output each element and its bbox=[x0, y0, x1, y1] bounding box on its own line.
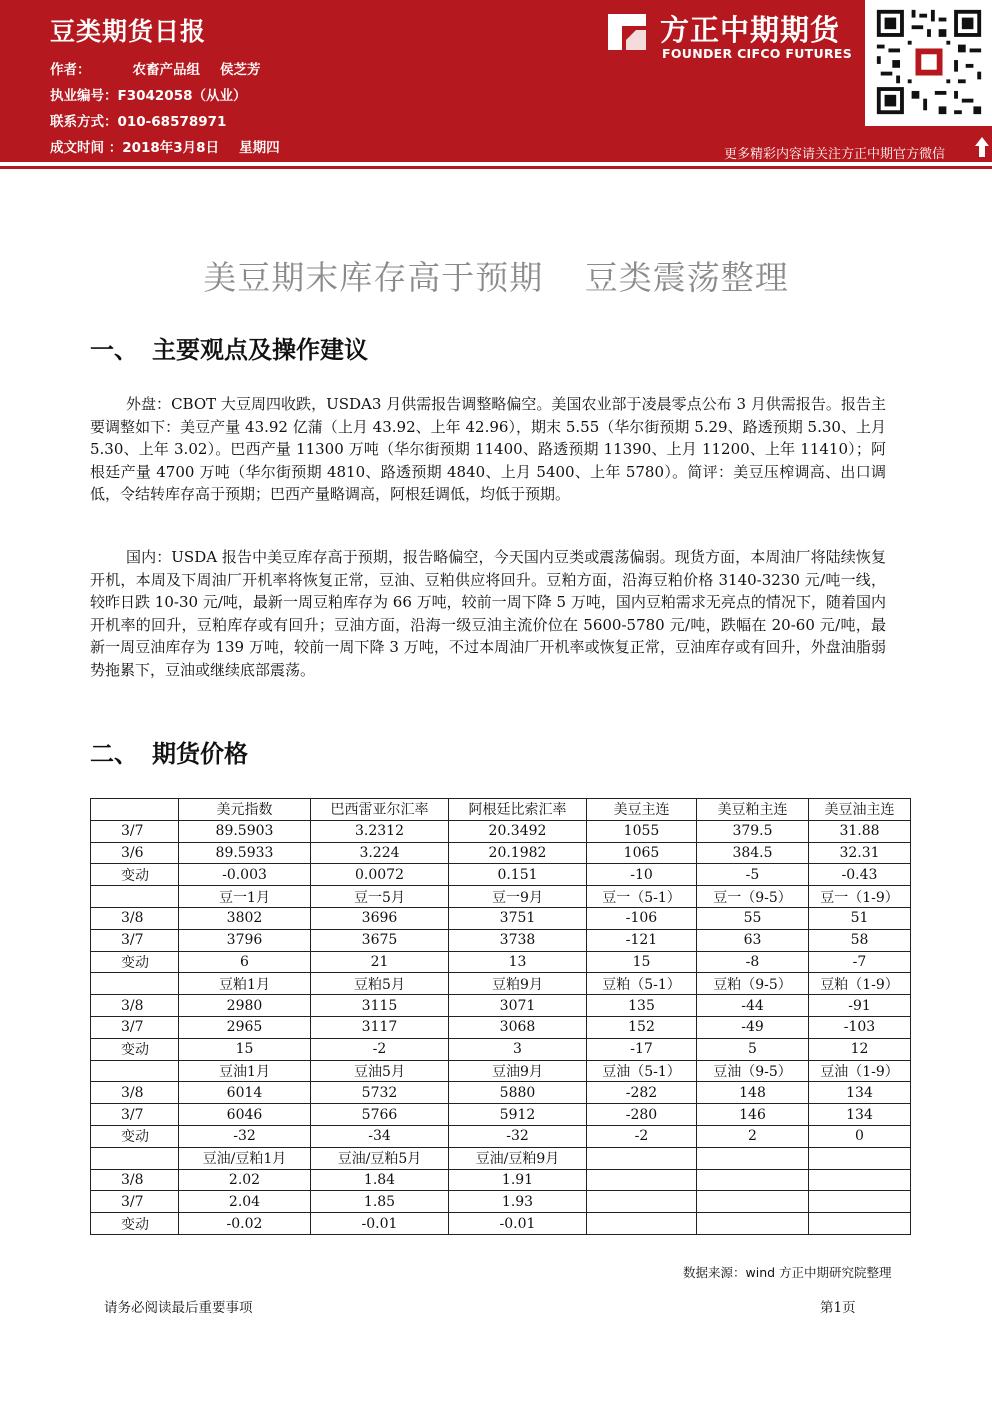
table-cell bbox=[587, 1191, 697, 1213]
author-name: 侯芝芳 bbox=[220, 62, 261, 78]
table-cell: 135 bbox=[587, 995, 697, 1017]
logo-en-text: FOUNDER CIFCO FUTURES bbox=[662, 46, 853, 61]
table-cell: -103 bbox=[809, 1016, 911, 1038]
table-cell: 2.02 bbox=[179, 1169, 311, 1191]
table-row bbox=[91, 1125, 911, 1147]
section-number: 一、 bbox=[90, 336, 138, 364]
table-cell: 3.2312 bbox=[311, 820, 449, 842]
report-header bbox=[0, 0, 992, 162]
section-title: 期货价格 bbox=[152, 740, 248, 768]
table-cell: -106 bbox=[587, 907, 697, 929]
table-cell: 1.84 bbox=[311, 1169, 449, 1191]
table-row bbox=[91, 864, 911, 886]
futures-price-table bbox=[90, 798, 911, 1235]
table-cell: 15 bbox=[587, 951, 697, 973]
table-cell: 豆油5月 bbox=[311, 1060, 449, 1082]
table-cell: 巴西雷亚尔汇率 bbox=[311, 799, 449, 821]
table-cell: -17 bbox=[587, 1038, 697, 1060]
row-label-cell bbox=[91, 886, 179, 908]
row-label-cell: 变动 bbox=[91, 1038, 179, 1060]
row-label-cell: 3/8 bbox=[91, 1082, 179, 1104]
table-cell bbox=[809, 1147, 911, 1169]
row-label-cell: 3/7 bbox=[91, 1104, 179, 1126]
table-cell bbox=[697, 1169, 809, 1191]
table-cell: -0.01 bbox=[311, 1213, 449, 1235]
table-cell: 63 bbox=[697, 929, 809, 951]
table-cell: 12 bbox=[809, 1038, 911, 1060]
table-cell: -0.43 bbox=[809, 864, 911, 886]
license-value: F3042058（从业） bbox=[117, 88, 247, 104]
table-row bbox=[91, 842, 911, 864]
section-heading-1 bbox=[90, 330, 368, 365]
table-cell: 豆油（9-5） bbox=[697, 1060, 809, 1082]
table-cell: -282 bbox=[587, 1082, 697, 1104]
row-label-cell: 3/7 bbox=[91, 929, 179, 951]
table-row bbox=[91, 799, 911, 821]
table-cell: 15 bbox=[179, 1038, 311, 1060]
contact-value: 010-68578971 bbox=[117, 114, 227, 130]
weekday: 星期四 bbox=[239, 140, 280, 156]
table-cell: -49 bbox=[697, 1016, 809, 1038]
table-cell: 134 bbox=[809, 1104, 911, 1126]
row-label-cell: 3/7 bbox=[91, 1191, 179, 1213]
contact-label: 联系方式： bbox=[50, 114, 118, 130]
section-title: 主要观点及操作建议 bbox=[152, 336, 368, 364]
table-cell: 0.151 bbox=[449, 864, 587, 886]
wechat-qr-code-icon bbox=[873, 6, 985, 118]
contact-line bbox=[50, 110, 226, 130]
table-cell: 152 bbox=[587, 1016, 697, 1038]
table-cell: 豆粕1月 bbox=[179, 973, 311, 995]
table-cell: 豆油9月 bbox=[449, 1060, 587, 1082]
table-cell: 豆粕5月 bbox=[311, 973, 449, 995]
table-cell: -8 bbox=[697, 951, 809, 973]
table-cell: 0 bbox=[809, 1125, 911, 1147]
row-label-cell: 3/8 bbox=[91, 907, 179, 929]
table-body bbox=[91, 799, 911, 1235]
table-cell: 5732 bbox=[311, 1082, 449, 1104]
table-cell: -10 bbox=[587, 864, 697, 886]
table-cell: 2965 bbox=[179, 1016, 311, 1038]
row-label-cell bbox=[91, 799, 179, 821]
table-cell: 3.224 bbox=[311, 842, 449, 864]
table-cell: -5 bbox=[697, 864, 809, 886]
row-label-cell: 变动 bbox=[91, 1125, 179, 1147]
table-cell: 豆油（1-9） bbox=[809, 1060, 911, 1082]
table-cell: -0.003 bbox=[179, 864, 311, 886]
table-cell: 豆油（5-1） bbox=[587, 1060, 697, 1082]
table-cell: 5766 bbox=[311, 1104, 449, 1126]
author-label: 作者： bbox=[50, 62, 91, 78]
table-row bbox=[91, 1104, 911, 1126]
row-label-cell bbox=[91, 1147, 179, 1169]
header-rule bbox=[0, 166, 992, 169]
page-number: 第1页 bbox=[820, 1300, 856, 1316]
up-arrow-icon bbox=[974, 136, 990, 158]
table-cell bbox=[697, 1213, 809, 1235]
table-row bbox=[91, 1082, 911, 1104]
table-row bbox=[91, 1191, 911, 1213]
table-cell: 2.04 bbox=[179, 1191, 311, 1213]
paragraph-overseas: 外盘：CBOT 大豆周四收跌，USDA3 月供需报告调整略偏空。美国农业部于凌晨零点公布 3 月供需报告。报告主要调整如下：美豆产量 43.92 亿蒲（上月 43.92、上年 42.96），期末 5.55（华尔街预期 5.29、路透预期 5.30、上月 5.30、上年 3.02）。巴西产量 11300 万吨（华尔街预期 11400、路透预期 11390、上月 11200、上年 11410）；阿根廷产量 4700 万吨（华尔街预期 4810、路透预期 4840、上月 5400、上年 5780）。简评：美豆压榨调高、出口调低，令结转库存高于预期；巴西产量略调高，阿根廷调低，均低于预期。 bbox=[90, 395, 886, 503]
table-cell: -32 bbox=[179, 1125, 311, 1147]
section-heading-2 bbox=[90, 734, 248, 769]
founder-logo-icon bbox=[602, 6, 652, 56]
table-cell: 3751 bbox=[449, 907, 587, 929]
row-label-cell: 3/8 bbox=[91, 1169, 179, 1191]
table-cell: 豆一（1-9） bbox=[809, 886, 911, 908]
table-cell: 豆一（9-5） bbox=[697, 886, 809, 908]
row-label-cell: 变动 bbox=[91, 864, 179, 886]
table-cell: -32 bbox=[449, 1125, 587, 1147]
table-cell: 3115 bbox=[311, 995, 449, 1017]
table-cell bbox=[587, 1147, 697, 1169]
table-cell: 豆油/豆粕9月 bbox=[449, 1147, 587, 1169]
table-cell: 6014 bbox=[179, 1082, 311, 1104]
table-cell: -2 bbox=[311, 1038, 449, 1060]
table-row bbox=[91, 1016, 911, 1038]
table-cell: 1.85 bbox=[311, 1191, 449, 1213]
table-cell: 1.93 bbox=[449, 1191, 587, 1213]
date-value: 2018年3月8日 bbox=[122, 140, 220, 156]
table-row bbox=[91, 1060, 911, 1082]
table-cell: 3068 bbox=[449, 1016, 587, 1038]
table-row bbox=[91, 929, 911, 951]
row-label-cell: 变动 bbox=[91, 1213, 179, 1235]
table-cell: 51 bbox=[809, 907, 911, 929]
table-row bbox=[91, 1213, 911, 1235]
table-row bbox=[91, 951, 911, 973]
table-cell: 豆油/豆粕1月 bbox=[179, 1147, 311, 1169]
table-cell: 1.91 bbox=[449, 1169, 587, 1191]
table-cell: 0.0072 bbox=[311, 864, 449, 886]
table-cell: 豆粕（5-1） bbox=[587, 973, 697, 995]
date-label: 成文时间 ： bbox=[50, 140, 123, 156]
license-line bbox=[50, 84, 246, 104]
table-cell: 3117 bbox=[311, 1016, 449, 1038]
footer-disclaimer: 请务必阅读最后重要事项 bbox=[104, 1300, 253, 1316]
table-cell bbox=[809, 1213, 911, 1235]
license-label: 执业编号： bbox=[50, 88, 118, 104]
table-cell bbox=[587, 1213, 697, 1235]
table-cell: 美豆主连 bbox=[587, 799, 697, 821]
table-cell: 3 bbox=[449, 1038, 587, 1060]
table-cell: 21 bbox=[311, 951, 449, 973]
table-cell: 89.5933 bbox=[179, 842, 311, 864]
author-group: 农畜产品组 bbox=[132, 62, 200, 78]
table-cell: 20.1982 bbox=[449, 842, 587, 864]
table-row bbox=[91, 1147, 911, 1169]
table-cell: 31.88 bbox=[809, 820, 911, 842]
table-row bbox=[91, 907, 911, 929]
table-cell: 豆油1月 bbox=[179, 1060, 311, 1082]
table-cell: -0.01 bbox=[449, 1213, 587, 1235]
table-cell: 32.31 bbox=[809, 842, 911, 864]
table-row bbox=[91, 1038, 911, 1060]
table-cell: 6046 bbox=[179, 1104, 311, 1126]
table-cell: -280 bbox=[587, 1104, 697, 1126]
table-cell: 384.5 bbox=[697, 842, 809, 864]
table-cell: 豆粕9月 bbox=[449, 973, 587, 995]
row-label-cell: 3/7 bbox=[91, 820, 179, 842]
author-line bbox=[50, 58, 261, 78]
row-label-cell: 变动 bbox=[91, 951, 179, 973]
table-cell: 3071 bbox=[449, 995, 587, 1017]
table-cell: 3796 bbox=[179, 929, 311, 951]
row-label-cell bbox=[91, 1060, 179, 1082]
table-cell: 豆油/豆粕5月 bbox=[311, 1147, 449, 1169]
paragraph-domestic: 国内：USDA 报告中美豆库存高于预期，报告略偏空，今天国内豆类或震荡偏弱。现货方面，本周油厂将陆续恢复开机，本周及下周油厂开机率将恢复正常，豆油、豆粕供应将回升。豆粕方面，沿海豆粕价格 3140-3230 元/吨一线，较昨日跌 10-30 元/吨，最新一周豆粕库存为 66 万吨，较前一周下降 5 万吨，国内豆粕需求无亮点的情况下，随着国内开机率的回升，豆粕库存或有回升；豆油方面，沿海一级豆油主流价位在 5600-5780 元/吨，跌幅在 20-60 元/吨，最新一周豆油库存为 139 万吨，较前一周下降 3 万吨，不过本周油厂开机率或恢复正常，豆油库存或有回升，外盘油脂弱势拖累下，豆油或继续底部震荡。 bbox=[90, 548, 886, 679]
table-cell bbox=[587, 1169, 697, 1191]
table-cell: 2980 bbox=[179, 995, 311, 1017]
table-cell bbox=[809, 1191, 911, 1213]
data-source-note: 数据来源：wind 方正中期研究院整理 bbox=[683, 1265, 892, 1280]
row-label-cell: 3/7 bbox=[91, 1016, 179, 1038]
table-cell: -121 bbox=[587, 929, 697, 951]
table-row bbox=[91, 973, 911, 995]
table-cell: 豆一9月 bbox=[449, 886, 587, 908]
table-cell: 5880 bbox=[449, 1082, 587, 1104]
table-cell: -7 bbox=[809, 951, 911, 973]
table-cell: 55 bbox=[697, 907, 809, 929]
table-cell: -2 bbox=[587, 1125, 697, 1147]
logo-cn-text: 方正中期期货 bbox=[660, 13, 841, 47]
table-cell: 5912 bbox=[449, 1104, 587, 1126]
table-cell bbox=[809, 1169, 911, 1191]
table-cell: 3738 bbox=[449, 929, 587, 951]
company-logo bbox=[602, 6, 862, 66]
table-cell bbox=[697, 1147, 809, 1169]
table-row bbox=[91, 820, 911, 842]
table-cell: 美元指数 bbox=[179, 799, 311, 821]
table-cell: -0.02 bbox=[179, 1213, 311, 1235]
table-cell: 5 bbox=[697, 1038, 809, 1060]
row-label-cell bbox=[91, 973, 179, 995]
table-cell: 58 bbox=[809, 929, 911, 951]
table-cell: 20.3492 bbox=[449, 820, 587, 842]
table-cell: 6 bbox=[179, 951, 311, 973]
main-title: 美豆期末库存高于预期 豆类震荡整理 bbox=[203, 258, 789, 297]
table-cell: 379.5 bbox=[697, 820, 809, 842]
date-line bbox=[50, 136, 280, 156]
table-cell: 89.5903 bbox=[179, 820, 311, 842]
row-label-cell: 3/6 bbox=[91, 842, 179, 864]
table-cell: 148 bbox=[697, 1082, 809, 1104]
table-cell: 阿根廷比索汇率 bbox=[449, 799, 587, 821]
table-cell: 美豆粕主连 bbox=[697, 799, 809, 821]
report-title: 豆类期货日报 bbox=[50, 17, 207, 46]
table-cell: 1065 bbox=[587, 842, 697, 864]
table-row bbox=[91, 886, 911, 908]
table-cell: 3675 bbox=[311, 929, 449, 951]
table-cell: 豆一1月 bbox=[179, 886, 311, 908]
table-cell: -34 bbox=[311, 1125, 449, 1147]
table-cell: 美豆油主连 bbox=[809, 799, 911, 821]
table-row bbox=[91, 995, 911, 1017]
table-cell: 1055 bbox=[587, 820, 697, 842]
table-cell: 3802 bbox=[179, 907, 311, 929]
table-cell: 3696 bbox=[311, 907, 449, 929]
table-cell: 13 bbox=[449, 951, 587, 973]
table-cell: 豆一5月 bbox=[311, 886, 449, 908]
table-cell: 豆一（5-1） bbox=[587, 886, 697, 908]
wechat-follow-note: 更多精彩内容请关注方正中期官方微信 bbox=[724, 147, 946, 162]
table-cell: 146 bbox=[697, 1104, 809, 1126]
table-cell: -44 bbox=[697, 995, 809, 1017]
section-number: 二、 bbox=[90, 740, 138, 768]
table-row bbox=[91, 1169, 911, 1191]
row-label-cell: 3/8 bbox=[91, 995, 179, 1017]
table-cell: 134 bbox=[809, 1082, 911, 1104]
table-cell bbox=[697, 1191, 809, 1213]
table-cell: 2 bbox=[697, 1125, 809, 1147]
table-cell: 豆粕（1-9） bbox=[809, 973, 911, 995]
table-cell: 豆粕（9-5） bbox=[697, 973, 809, 995]
table-cell: -91 bbox=[809, 995, 911, 1017]
